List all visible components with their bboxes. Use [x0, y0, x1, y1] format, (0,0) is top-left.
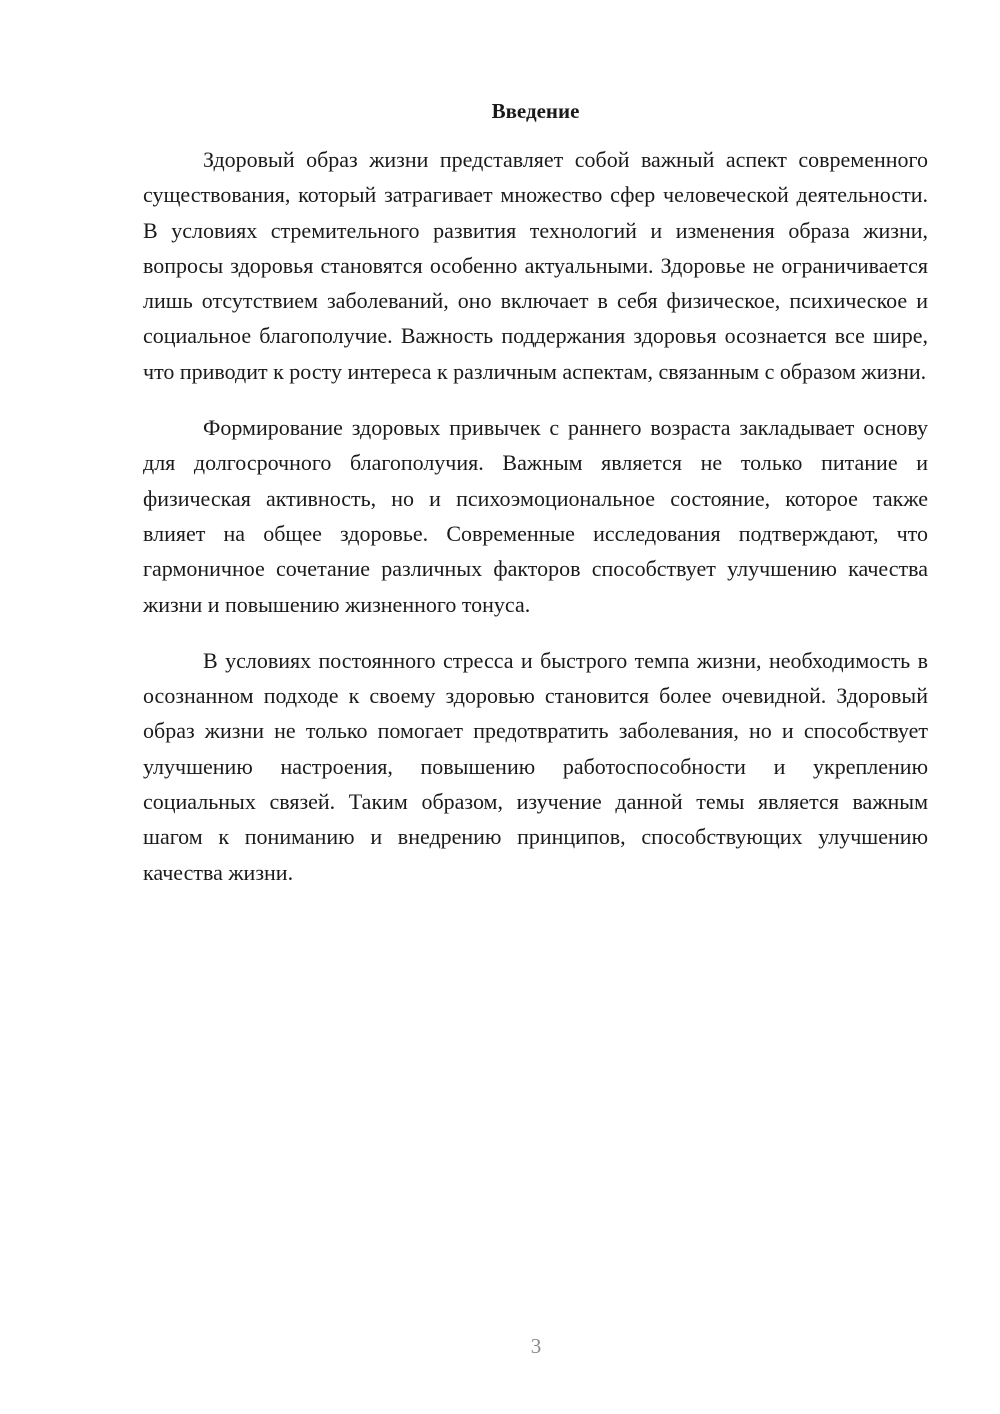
document-body [143, 142, 928, 911]
paragraph-2: Формирование здоровых привычек с раннего возраста закладывает основу для долгосрочного благополучия. Важным является не только питание и физическая активность, но и психоэмоциональное состояние, которое также влияет на общее здоровье. Современные исследования подтверждают, что гармоничное сочетание различных факторов способствует улучшению качества жизни и повышению жизненного тонуса. [143, 415, 928, 617]
section-heading: Введение [491, 99, 580, 123]
paragraph-3: В условиях постоянного стресса и быстрого темпа жизни, необходимость в осознанном подходе к своему здоровью становится более очевидной. Здоровый образ жизни не только помогает предотвратить заболевания, но и способствует улучшению настроения, повышению работоспособности и укреплению социальных связей. Таким образом, изучение данной темы является важным шагом к пониманию и внедрению принципов, способствующих улучшению качества жизни. [143, 647, 928, 885]
paragraph-1: Здоровый образ жизни представляет собой важный аспект современного существования, который затрагивает множество сфер человеческой деятельности. В условиях стремительного развития технологий и изменения образа жизни, вопросы здоровья становятся особенно актуальными. Здоровье не ограничивается лишь отсутствием заболеваний, оно включает в себя физическое, психическое и социальное благополучие. Важность поддержания здоровья осознается все шире, что приводит к росту интереса к различным аспектам, связанным с образом жизни. [143, 147, 928, 384]
page-number: 3 [530, 1334, 542, 1358]
